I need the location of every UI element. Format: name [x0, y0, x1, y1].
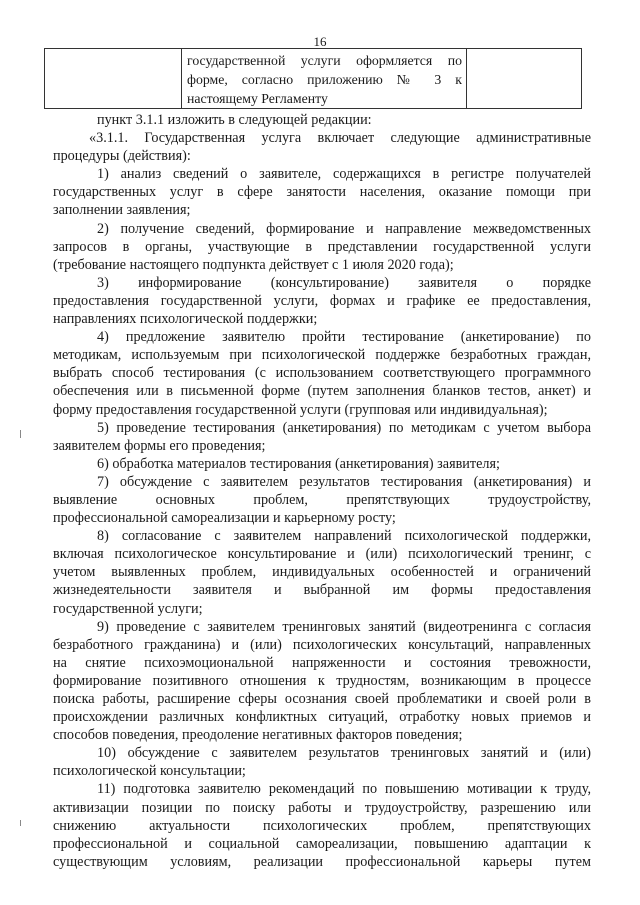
body-line: обеспечения или в письменной форме (путем заполнения бланков тестов, анкет) и: [53, 383, 591, 400]
list-item-11: 11) подготовка заявителю рекомендаций по повышению мотивации к труду,: [97, 781, 591, 798]
list-item-10: 10) обсуждение с заявителем результатов тренинговых занятий и (или): [97, 745, 591, 762]
table-cell-line: форме, согласно приложению № 3 к: [187, 72, 462, 87]
margin-mark: [20, 820, 21, 826]
body-line: способов поведения, преодоление негативных факторов поведения;: [53, 727, 463, 744]
body-line: профессиональной и социальной самореализации, повышению адаптации к: [53, 835, 591, 852]
body-line: предоставления государственной услуги, формах и графике ее предоставления,: [53, 292, 591, 309]
list-item-5: 5) проведение тестирования (анкетирования) по методикам с учетом выбора: [97, 419, 591, 436]
amendment-intro: пункт 3.1.1 изложить в следующей редакции:: [97, 112, 372, 128]
list-item-8: 8) согласование с заявителем направлений психологической поддержки,: [97, 528, 591, 545]
list-item-4: 4) предложение заявителю пройти тестирование (анкетирование) по: [97, 329, 591, 346]
table-cell-empty-1: [45, 49, 182, 109]
body-line: заполнении заявления;: [53, 202, 191, 219]
body-line: на снятие психоэмоциональной напряженности и состояния тревожности,: [53, 654, 591, 671]
list-item-9: 9) проведение с заявителем тренинговых занятий (видеотренинга с согласия: [97, 618, 591, 635]
body-line: существующим условиям, реализации профессиональной карьеры путем: [53, 853, 591, 870]
body-line: психологической консультации;: [53, 763, 246, 780]
body-line: включая психологическое консультирование и (или) психологический тренинг, с: [53, 546, 591, 563]
body-line: методикам, используемым при психологической поддержке безработных граждан,: [53, 347, 591, 364]
body-line: выявление основных проблем, препятствующих трудоустройству,: [53, 491, 591, 508]
list-item-2: 2) получение сведений, формирование и направление межведомственных: [97, 220, 591, 237]
list-item-6: 6) обработка материалов тестирования (анкетирования) заявителя;: [97, 455, 500, 472]
margin-mark: [20, 430, 21, 438]
body-line: запросов в органы, участвующие в представлении государственной услуги: [53, 238, 591, 255]
table-cell-line: государственной услуги оформляется по: [187, 53, 462, 68]
body-line: процедуры (действия):: [53, 148, 191, 165]
body-line: направлениях психологической поддержки;: [53, 311, 318, 328]
body-line: снижению актуальности психологических проблем, препятствующих: [53, 817, 591, 834]
list-item-3: 3) информирование (консультирование) заявителя о порядке: [97, 274, 591, 291]
list-item-7: 7) обсуждение с заявителем результатов тестирования (анкетирования) и: [97, 473, 591, 490]
document-body: [53, 111, 591, 871]
continuation-table: [44, 48, 582, 109]
body-line: безработного гражданина) и (или) психологических консультаций, направленных: [53, 636, 591, 653]
table-cell-line: настоящему Регламенту: [187, 91, 328, 106]
table-cell-text: [182, 49, 467, 109]
body-line: поиска работы, расширение сферы осознания своей проблематики и своей роли в: [53, 691, 591, 707]
body-line: профессиональной самореализации и карьерному росту;: [53, 510, 396, 527]
body-line: (требование настоящего подпункта действует с 1 июля 2020 года);: [53, 256, 454, 273]
body-line: государственной услуги;: [53, 600, 203, 617]
section-heading: «3.1.1. Государственная услуга включает следующие административные: [89, 130, 591, 147]
body-line: происхождении различных конфликтных ситуаций, отработку новых приемов и: [53, 709, 591, 726]
body-line: форму предоставления государственной услуги (групповая или индивидуальная);: [53, 401, 548, 418]
body-line: государственных услуг в сфере занятости населения, оказание помощи при: [53, 184, 591, 201]
body-line: выбрать способ тестирования (с использованием соответствующего программного: [53, 365, 591, 382]
table-cell-empty-2: [467, 49, 582, 109]
body-line: жизнедеятельности заявителя и выбранной им формы предоставления: [53, 582, 591, 599]
body-line: формирование позитивного отношения к трудностям, возникающим в процессе: [53, 672, 591, 689]
list-item-1: 1) анализ сведений о заявителе, содержащихся в регистре получателей: [97, 166, 591, 183]
body-line: активизации позиции по поиску работы и трудоустройству, разрешению или: [53, 799, 591, 816]
body-line: учетом выявленных проблем, индивидуальных особенностей и ограничений: [53, 564, 591, 581]
body-line: заявителем формы его проведения;: [53, 437, 266, 454]
page-number: 16: [313, 34, 327, 49]
